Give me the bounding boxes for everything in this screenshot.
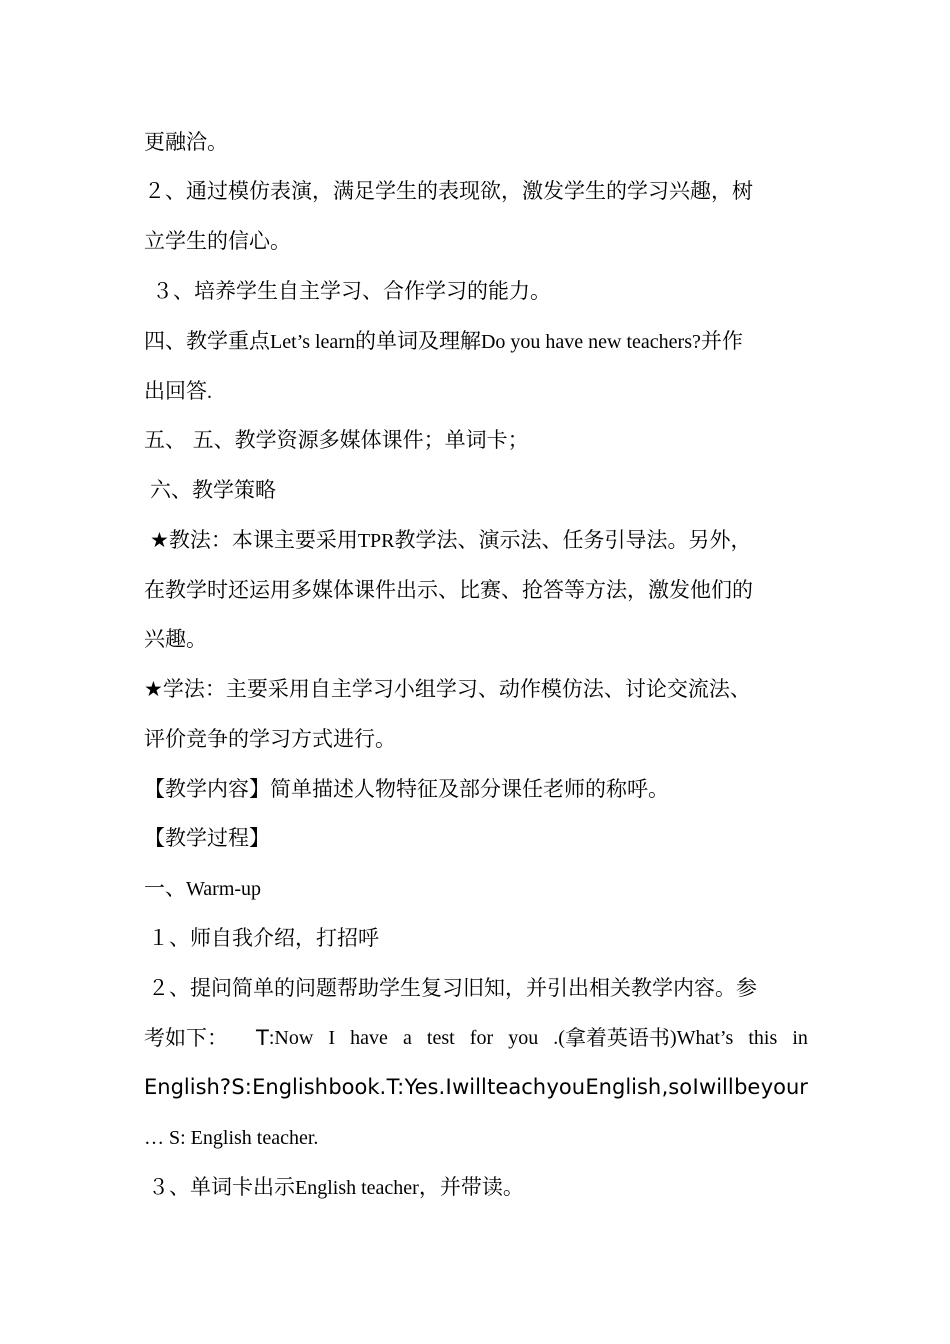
- text-line-8: [150, 470, 814, 510]
- text-run-en: test: [426, 1027, 455, 1049]
- text-run-en: ,so: [661, 1075, 693, 1099]
- text-run-en: Warm-up: [186, 878, 262, 900]
- text-run: ３、培养学生自主学习、合作学习的能力。: [152, 279, 551, 303]
- text-run-en: I: [445, 1075, 452, 1099]
- text-run-en: a: [402, 1027, 412, 1049]
- text-run: ★学法：主要采用自主学习小组学习、动作模仿法、讨论交流法、: [144, 677, 751, 701]
- text-run: 兴趣。: [144, 627, 207, 651]
- text-line-14: [144, 769, 808, 809]
- text-run-en: teach: [487, 1075, 547, 1099]
- text-run-en: for: [469, 1027, 494, 1049]
- text-run-en: I: [328, 1027, 336, 1049]
- text-run-en: I: [692, 1075, 699, 1099]
- text-run: 并作: [700, 329, 743, 353]
- text-line-20: [144, 1067, 808, 1107]
- text-run: 拿着英语书: [564, 1026, 670, 1050]
- text-run-en: T:: [386, 1075, 405, 1099]
- text-run-en: S:: [231, 1075, 252, 1099]
- text-line-12: [144, 669, 808, 709]
- text-line-22: [148, 1167, 812, 1207]
- text-line-6: [144, 371, 808, 411]
- text-run: 【教学过程】: [144, 826, 270, 850]
- text-run-en: )What’s: [669, 1027, 734, 1049]
- text-run-en: in: [792, 1027, 808, 1049]
- text-run-en: .: [207, 381, 212, 403]
- text-run-en: Let’s learn: [270, 331, 355, 353]
- text-run-en: English: [585, 1075, 662, 1099]
- text-line-11: [144, 619, 808, 659]
- text-run: 在教学时还运用多媒体课件出示、比赛、抢答等方法，激发他们的: [144, 578, 753, 602]
- text-line-17: [148, 918, 812, 958]
- text-run-en: will: [699, 1075, 734, 1099]
- text-line-15: [144, 818, 808, 858]
- text-line-4: [152, 271, 816, 311]
- text-run: 的单词及理解: [354, 329, 481, 353]
- text-run: ★教法：本课主要采用: [150, 528, 358, 552]
- text-run: 评价竞争的学习方式进行。: [144, 727, 396, 751]
- text-run-en: … S: English teacher.: [144, 1127, 319, 1149]
- text-run-en: English: [252, 1075, 328, 1099]
- text-run: 四、教学重点: [144, 329, 270, 353]
- text-run: 五、 五、教学资源多媒体课件；单词卡；: [144, 428, 529, 452]
- text-line-2: [144, 171, 808, 211]
- text-run: 考如下：: [144, 1026, 228, 1050]
- text-run-en: be: [734, 1075, 761, 1099]
- text-run-en: this: [748, 1027, 778, 1049]
- text-run: T: [256, 1026, 269, 1050]
- text-run-en: English teacher: [295, 1177, 419, 1199]
- text-line-21: [144, 1117, 808, 1157]
- text-line-18: [148, 968, 808, 1008]
- text-line-10: [144, 570, 808, 610]
- text-line-13: [144, 719, 808, 759]
- text-run: 立学生的信心。: [144, 229, 291, 253]
- text-run: 更融洽。: [144, 130, 228, 154]
- text-run-en: have: [350, 1027, 388, 1049]
- text-run-en: book.: [328, 1075, 387, 1099]
- text-run-en: :Now: [268, 1027, 314, 1049]
- text-run-en: you: [508, 1027, 539, 1049]
- text-run: 教学法、演示法、任务引导法。另外，: [394, 528, 752, 552]
- text-run-en: you: [546, 1075, 586, 1099]
- text-line-9: [150, 520, 814, 560]
- text-run-en: .(: [553, 1027, 565, 1049]
- text-line-7: [144, 420, 808, 460]
- text-run-en: TPR: [357, 530, 395, 552]
- text-run-en: will: [452, 1075, 487, 1099]
- text-run: ２、通过模仿表演，满足学生的表现欲，激发学生的学习兴趣，树: [144, 179, 753, 203]
- text-run-en: Yes.: [404, 1075, 446, 1099]
- text-run: 出回答: [144, 379, 207, 403]
- text-line-1: [144, 122, 808, 162]
- text-run: 一、: [144, 876, 186, 900]
- text-run: ，并带读。: [418, 1175, 524, 1199]
- text-line-3: [144, 221, 808, 261]
- text-run: ３、单词卡出示: [148, 1175, 295, 1199]
- text-line-5: [144, 321, 808, 361]
- text-run-en: English?: [144, 1075, 231, 1099]
- text-run: １、师自我介绍，打招呼: [148, 926, 379, 950]
- text-run: 【教学内容】简单描述人物特征及部分课任老师的称呼。: [144, 777, 669, 801]
- text-run-en: your: [760, 1075, 808, 1099]
- text-run: 六、教学策略: [150, 478, 276, 502]
- text-run: ２、提问简单的问题帮助学生复习旧知，并引出相关教学内容。参: [148, 976, 757, 1000]
- text-run-en: Do you have new teachers?: [480, 331, 701, 353]
- text-line-19: [144, 1018, 808, 1058]
- text-line-16: [144, 868, 808, 908]
